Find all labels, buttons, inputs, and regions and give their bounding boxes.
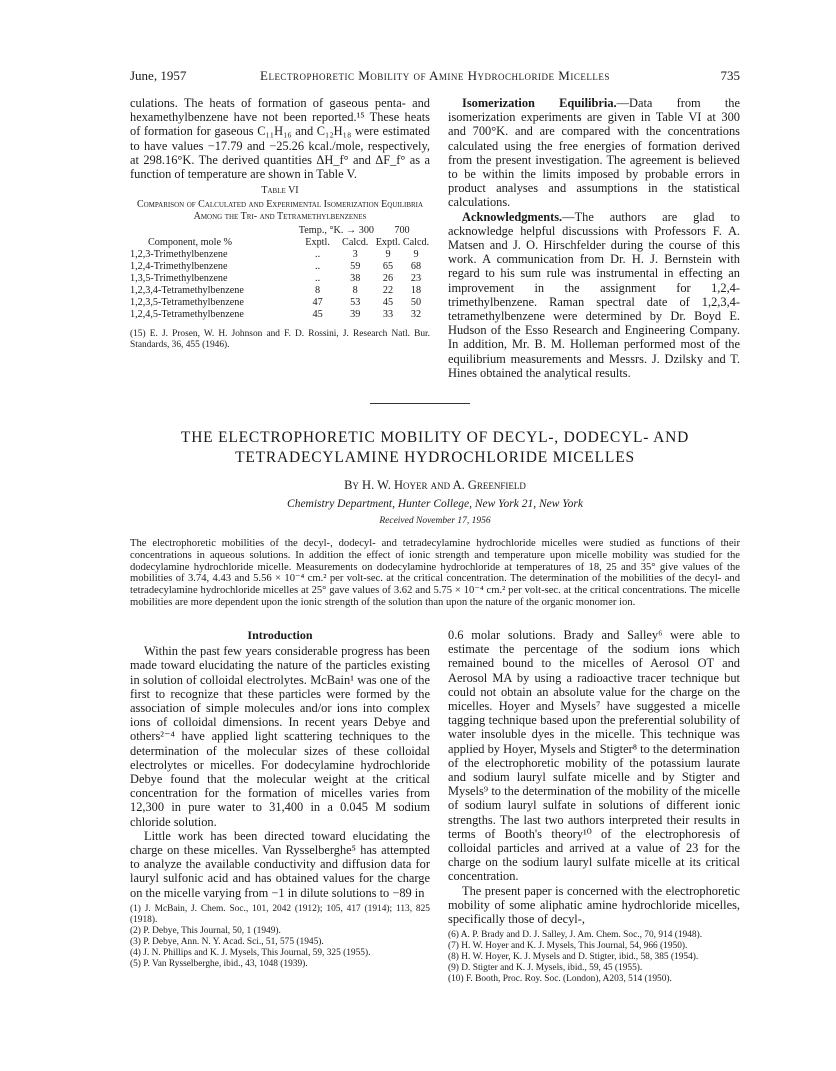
acknowledgments-heading: Acknowledgments. [462,209,563,224]
table-row [130,273,430,285]
footnote: (4) J. N. Phillips and K. J. Mysels, This Journal, 59, 325 (1955). [130,947,371,958]
footnote: (5) P. Van Rysselberghe, ibid., 43, 1048 (1939). [130,958,308,969]
table6-cell: 8 [315,285,321,297]
table6-col-header: Exptl. [305,237,330,249]
introduction-heading: Introduction [247,628,313,642]
footnote: (10) F. Booth, Proc. Roy. Soc. (London), A203, 514 (1950). [448,974,672,985]
article-title [130,428,740,468]
table-row [130,285,430,297]
table6-cell: 9 [385,249,391,261]
table6-col-header: Calcd. [342,237,369,249]
intro-paragraph-4: The present paper is concerned with the electrophoretic mobility of some aliphatic amine hydrochloride micelles, specifically those of decyl-, [448,883,740,927]
table6-cell: 59 [350,261,361,273]
table6-temp-header: Temp., °K. → [298,225,357,237]
footnote: (1) J. McBain, J. Chem. Soc., 101, 2042 (1912); 105, 417 (1914); 113, 825 (1918). [130,903,430,925]
intro-left-column [130,628,430,970]
isomerization-heading: Isomerization Equilibria. [462,96,617,110]
table6-temp-700: 700 [394,225,410,237]
table6-cell-name: 1,3,5-Trimethylbenzene [130,273,228,285]
table6-cell: 45 [382,297,394,309]
table6-temp-300: 300 [358,225,374,237]
article-title-line2: TETRADECYLAMINE HYDROCHLORIDE MICELLES [235,449,635,466]
acknowledgments-text: —The authors are glad to acknowledge helpful discussions with Professors F. A. Matsen and J. O. Hirschfelder during the course of this work. A communication from Dr. H. J. Bernstein with regard to his sum rule was instrumental in effecting an improvement in the assignment for 1,2,4-trimethylbenzene. Raman spectral date of 1,2,3,4-tetramethylbenzene were determined by Dr. Boyd E. Hudson of the Esso Research and Engineering Company. In addition, Mr. B. M. Holleman performed most of the equilibrium measurements and Messrs. J. Dzilsky and T. Hines obtained the analytical results. [448,209,740,380]
table6-cell: 8 [352,285,358,297]
table-row [130,249,430,261]
intro-paragraph-2: Little work has been directed toward elucidating the charge on these micelles. Van Rysselberghe⁵ has attempted to analyze the available conductivity and diffusion data for lauryl sulfonic acid and has obtained values for the charge on the micelle varying from −1 in dilute solutions to −89 in [130,828,430,900]
section-divider [370,403,470,404]
table6-footnote: (15) E. J. Prosen, W. H. Johnson and F. D. Rossini, J. Research Natl. Bur. Standards, 36, 455 (1946). [130,329,430,351]
table6-cell: 9 [413,249,419,261]
table6-cell: .. [315,273,321,285]
table6-cell: 68 [410,261,422,273]
table6-cell: 3 [352,249,358,261]
left-top-paragraph: culations. The heats of formation of gaseous penta- and hexamethylbenzene have not been reported.¹⁵ These heats of formation for gaseous C₁₁H₁₆ and C₁₂H₁₈ were estimated to have values −17.79 and −25.26 kcal./mole, respectively, at 298.16°K. The derived quantities ΔH_f° and ΔF_f° as a function of temperature are shown in Table V. [130,96,430,182]
received-date: Received November 17, 1956 [379,516,491,526]
footnote: (3) P. Debye, Ann. N. Y. Acad. Sci., 51, 575 (1945). [130,936,324,947]
table6-temp-row [130,225,430,237]
header-date: June, 1957 [130,68,187,83]
table6-cell: 23 [410,273,422,285]
table6-cell-name: 1,2,3,5-Tetramethylbenzene [130,297,244,309]
table6-cell: 65 [382,261,394,273]
header-page-number: 735 [720,68,740,83]
table6-cell: 47 [312,297,323,309]
affiliation: Chemistry Department, Hunter College, New York 21, New York [287,498,583,510]
table-row [130,309,430,321]
table6-col-header: Exptl. [375,237,401,249]
footnote: (9) D. Stigter and K. J. Mysels, ibid., 59, 45 (1955). [448,963,643,974]
table6-cell: 26 [382,273,394,285]
right-column-top [448,96,740,380]
footnotes-left [130,904,430,970]
footnote: (2) P. Debye, This Journal, 50, 1 (1949). [130,925,281,936]
table6-col-header: Calcd. [402,237,430,249]
table-row [130,297,430,309]
table6-cell: 33 [382,309,394,321]
abstract: The electrophoretic mobilities of the decyl-, dodecyl- and tetradecylamine hydrochloride micelles were studied as functions of their concentrations in aqueous solutions. In addition the effect of ionic strength and temperature upon micelle mobility was studied for the dodecylamine hydrochloride micelle. Measurements on dodecylamine hydrochloride at temperatures of 18, 25 and 35° give values of the mobilities of 3.74, 4.43 and 5.56 × 10⁻⁴ cm.² per volt-sec. at the critical concentration. The determination of the mobilities of the decyl- and tetradecylamine hydrochloride micelles at 25° gave values of 3.62 and 5.75 × 10⁻⁴ cm.² per volt-sec. at the critical concentrations. The micelle mobilities are more dependent upon the ionic strength of the solution than upon the nature of the organic monomer ion. [130,538,740,608]
table6 [130,225,430,321]
table6-cell: 50 [410,297,422,309]
table6-cell: 32 [410,309,422,321]
byline: By H. W. Hoyer and A. Greenfield [344,478,526,492]
table6-cell: 53 [350,297,361,309]
table6-component-header: Component, mole % [148,237,233,249]
footnote: (6) A. P. Brady and D. J. Salley, J. Am. Chem. Soc., 70, 914 (1948). [448,930,703,941]
table6-cell: .. [315,261,321,273]
table6-label: Table VI [261,185,299,197]
isomerization-text: —Data from the isomerization experiments are given in Table VI at 300 and 700°K. and are compared with the concentrations calculated using the free energies of formation derived from the present investigation. The agreement is believed to be within the limits imposed by probable errors in product analyses and assumptions in the statistical calculations. [448,96,740,210]
table6-cell: 18 [410,285,422,297]
table6-cell-name: 1,2,4,5-Tetramethylbenzene [130,309,244,321]
table6-cell: 38 [350,273,361,285]
header-running-title: Electrophoretic Mobility of Amine Hydrochloride Micelles [260,68,610,83]
table6-cell-name: 1,2,3-Trimethylbenzene [130,249,228,261]
article-title-line1: THE ELECTROPHORETIC MOBILITY OF DECYL-, DODECYL- AND [180,429,690,446]
intro-paragraph-1: Within the past few years considerable progress has been made toward elucidating the nature of the particles existing in solution of colloidal electrolytes. McBain¹ was one of the first to recognize that these particles were formed by the association of simple molecules and/or ions into complex ions of colloidal dimensions. In recent years Debye and others²⁻⁴ have applied light scattering techniques to the determination of the molecular sizes of these colloidal electrolytes or micelles. For dodecylamine hydrochloride Debye found that the molecular weight at the critical concentration for the formation of micelles varies from 12,300 in pure water to 31,400 in a 0.045 M sodium chloride solution. [130,644,430,829]
table6-caption: Comparison of Calculated and Experimental Isomerization Equilibria Among the Tri- and Tetramethylbenzenes [136,199,424,223]
table6-cell: 45 [312,309,323,321]
left-column-top [130,96,430,351]
table6-cell: 39 [350,309,361,321]
table6-cell-name: 1,2,3,4-Tetramethylbenzene [130,285,244,297]
footnotes-right [448,930,740,985]
table6-cell-name: 1,2,4-Trimethylbenzene [130,261,228,273]
table6-header-row [130,237,430,249]
running-header [130,68,740,84]
table6-cell: .. [315,249,321,261]
footnote: (8) H. W. Hoyer, K. J. Mysels and D. Stigter, ibid., 58, 385 (1954). [448,952,699,963]
intro-right-column [448,628,740,985]
footnote: (7) H. W. Hoyer and K. J. Mysels, This Journal, 54, 966 (1950). [448,941,688,952]
table-row [130,261,430,273]
intro-paragraph-3: 0.6 molar solutions. Brady and Salley⁶ were able to estimate the percentage of the sodium ions which remained bound to the micelles of Aerosol OT and Aerosol MA by using a radioactive tracer technique but could not obtain an absolute value for the charge on the micelles. Hoyer and Mysels⁷ have suggested a micelle tagging technique based upon the preferential solubility of water insoluble dyes in the micelle. This technique was applied by Hoyer, Mysels and Stigter⁸ to the determination of the electrophoretic mobility of the potassium laurate and sodium lauryl sulfate micelle and by Stigter and Mysels⁹ to the determination of the mobility of the micelle of sodium lauryl sulfate in solutions of different ionic strengths. The last two authors interpreted their results in terms of Booth's theory¹⁰ of the electrophoresis of colloidal particles and arrived at a value of 23 for the charge on the sodium lauryl sulfate micelle at its critical concentration. [448,628,740,884]
table6-cell: 22 [382,285,394,297]
